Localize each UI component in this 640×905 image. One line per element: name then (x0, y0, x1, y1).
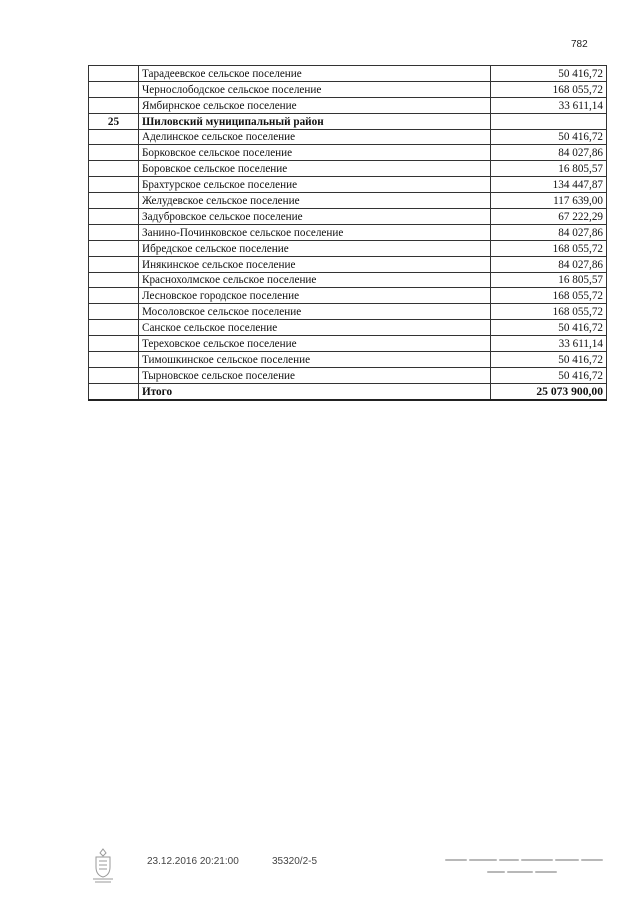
row-name-cell: Тереховское сельское поселение (139, 336, 491, 352)
row-number-cell (89, 209, 139, 225)
table-row (89, 352, 607, 368)
row-name-cell: Брахтурское сельское поселение (139, 177, 491, 193)
table-row (89, 288, 607, 304)
row-amount-cell: 50 416,72 (491, 129, 607, 145)
row-name-cell: Аделинское сельское поселение (139, 129, 491, 145)
row-number-cell (89, 288, 139, 304)
row-number-cell: 25 (89, 113, 139, 129)
page-number: 782 (571, 39, 588, 50)
table-body (89, 66, 607, 400)
row-name-cell: Мосоловское сельское поселение (139, 304, 491, 320)
table-row (89, 320, 607, 336)
row-number-cell (89, 352, 139, 368)
row-number-cell (89, 320, 139, 336)
row-number-cell (89, 336, 139, 352)
row-number-cell (89, 367, 139, 383)
allocation-table (88, 65, 607, 401)
row-amount-cell: 168 055,72 (491, 304, 607, 320)
row-amount-cell: 117 639,00 (491, 193, 607, 209)
row-amount-cell: 50 416,72 (491, 320, 607, 336)
row-name-cell: Инякинское сельское поселение (139, 256, 491, 272)
table-row (89, 336, 607, 352)
row-amount-cell: 168 055,72 (491, 240, 607, 256)
row-number-cell (89, 224, 139, 240)
row-amount-cell: 67 222,29 (491, 209, 607, 225)
row-amount-cell: 33 611,14 (491, 336, 607, 352)
row-amount-cell: 84 027,86 (491, 256, 607, 272)
row-number-cell (89, 193, 139, 209)
row-number-cell (89, 240, 139, 256)
row-amount-cell: 168 055,72 (491, 81, 607, 97)
row-name-cell: Краснохолмское сельское поселение (139, 272, 491, 288)
row-amount-cell: 16 805,57 (491, 272, 607, 288)
row-number-cell (89, 97, 139, 113)
row-amount-cell: 168 055,72 (491, 288, 607, 304)
row-number-cell (89, 145, 139, 161)
row-amount-cell: 134 447,87 (491, 177, 607, 193)
row-number-cell (89, 66, 139, 82)
row-amount-cell: 16 805,57 (491, 161, 607, 177)
row-name-cell: Чернослободское сельское поселение (139, 81, 491, 97)
table-row (89, 272, 607, 288)
row-amount-cell: 33 611,14 (491, 97, 607, 113)
row-number-cell (89, 272, 139, 288)
table-row (89, 129, 607, 145)
table-row (89, 193, 607, 209)
row-number-cell (89, 304, 139, 320)
row-name-cell: Задубровское сельское поселение (139, 209, 491, 225)
row-amount-cell: 84 027,86 (491, 224, 607, 240)
row-name-cell: Желудевское сельское поселение (139, 193, 491, 209)
table-row (89, 145, 607, 161)
row-number-cell (89, 383, 139, 399)
table-row (89, 304, 607, 320)
row-name-cell: Итого (139, 383, 491, 399)
row-name-cell: Тимошкинское сельское поселение (139, 352, 491, 368)
row-name-cell: Ибредское сельское поселение (139, 240, 491, 256)
row-name-cell: Занино-Починковское сельское поселение (139, 224, 491, 240)
table-row (89, 367, 607, 383)
row-name-cell: Шиловский муниципальный район (139, 113, 491, 129)
row-name-cell: Тарадеевское сельское поселение (139, 66, 491, 82)
table-row (89, 161, 607, 177)
row-number-cell (89, 161, 139, 177)
row-amount-cell: 25 073 900,00 (491, 383, 607, 399)
row-amount-cell: 50 416,72 (491, 66, 607, 82)
coat-of-arms-icon (88, 845, 118, 885)
table-row (89, 209, 607, 225)
footer-document-code: 35320/2-5 (272, 856, 318, 867)
district-row (89, 113, 607, 129)
table-row (89, 240, 607, 256)
table-row (89, 177, 607, 193)
table-row (89, 66, 607, 82)
row-name-cell: Борковское сельское поселение (139, 145, 491, 161)
table-row (89, 97, 607, 113)
row-name-cell: Санское сельское поселение (139, 320, 491, 336)
row-name-cell: Тырновское сельское поселение (139, 367, 491, 383)
row-amount-cell: 50 416,72 (491, 367, 607, 383)
table-row (89, 256, 607, 272)
row-amount-cell (491, 113, 607, 129)
total-row (89, 383, 607, 399)
row-number-cell (89, 81, 139, 97)
table-row (89, 224, 607, 240)
electronic-signature-stamp (440, 852, 610, 882)
row-amount-cell: 84 027,86 (491, 145, 607, 161)
row-amount-cell: 50 416,72 (491, 352, 607, 368)
row-number-cell (89, 256, 139, 272)
footer-datetime: 23.12.2016 20:21:00 (147, 856, 239, 867)
row-name-cell: Лесновское городское поселение (139, 288, 491, 304)
row-number-cell (89, 129, 139, 145)
row-number-cell (89, 177, 139, 193)
row-name-cell: Боровское сельское поселение (139, 161, 491, 177)
row-name-cell: Ямбирнское сельское поселение (139, 97, 491, 113)
table-row (89, 81, 607, 97)
